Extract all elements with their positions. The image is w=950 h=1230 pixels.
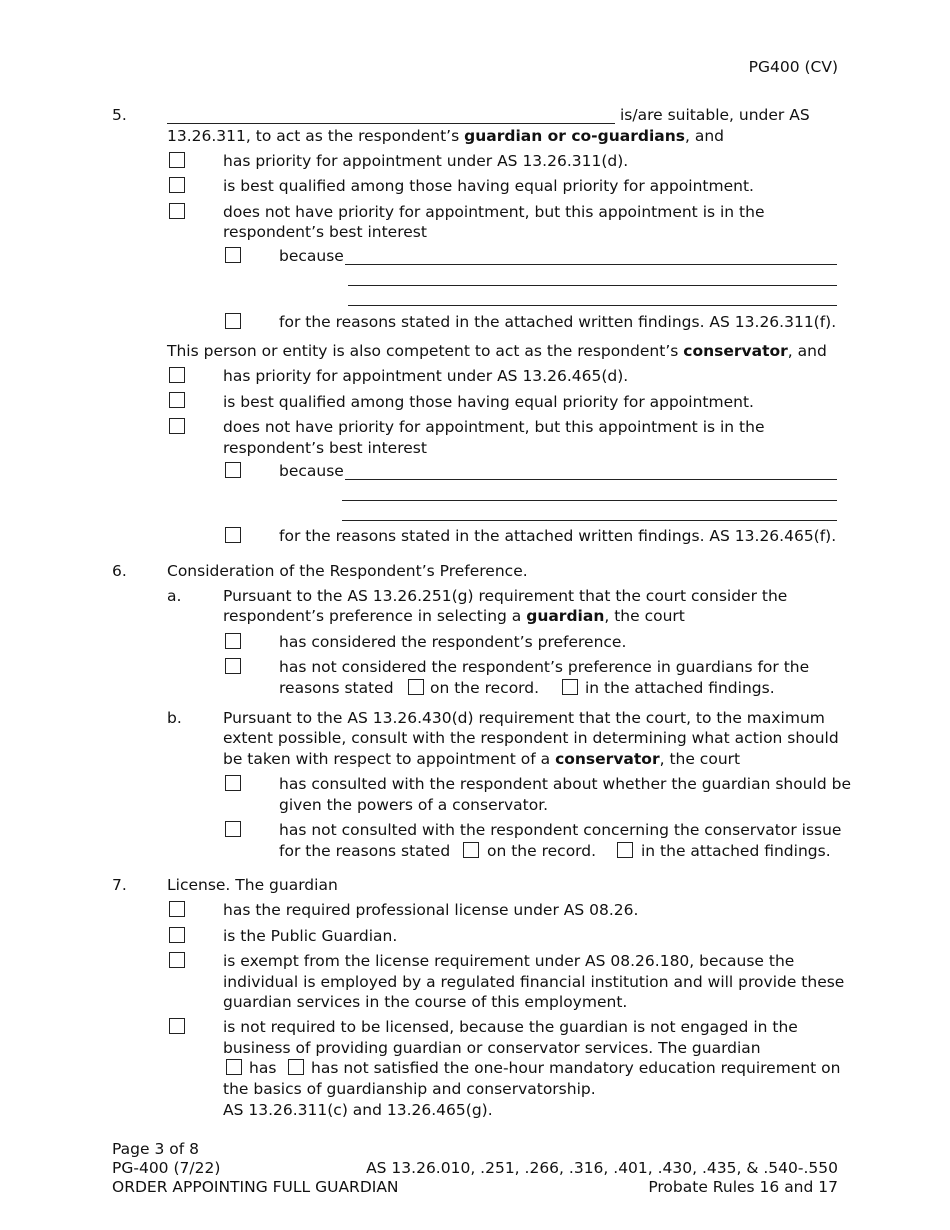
s6b-consulted-label-2: given the powers of a conservator.: [279, 796, 549, 814]
s5-no-priority-label-2: respondent’s best interest: [223, 223, 427, 241]
s5-because-line-2[interactable]: [348, 285, 837, 286]
s6a-considered-label: has considered the respondent’s preference.: [279, 633, 627, 651]
s5-cons-because-line-2[interactable]: [342, 500, 837, 501]
footer-form-title: ORDER APPOINTING FULL GUARDIAN: [112, 1178, 399, 1196]
s6a-line-2: respondent’s preference in selecting a guardian, the court: [223, 607, 685, 625]
s7-license-checkbox[interactable]: [169, 901, 185, 917]
s5-intro-tail: is/are suitable, under AS: [620, 106, 810, 124]
s6a-not-considered-label-1: has not considered the respondent’s preference in guardians for the: [279, 658, 810, 676]
s6b-consulted-label-1: has consulted with the respondent about whether the guardian should be: [279, 775, 852, 793]
s5-cons-no-priority-label-2: respondent’s best interest: [223, 439, 427, 457]
s5-cons-reasons-label: for the reasons stated in the attached written findings. AS 13.26.465(f).: [279, 527, 837, 545]
section-5-number: 5.: [112, 106, 127, 124]
s6b-not-consulted-label-2: for the reasons stated: [279, 842, 451, 860]
s6a-line-1: Pursuant to the AS 13.26.251(g) requirement that the court consider the: [223, 587, 788, 605]
s6b-line-1: Pursuant to the AS 13.26.430(d) requirement that the court, to the maximum: [223, 709, 825, 727]
section-7-title: License. The guardian: [167, 876, 338, 894]
s6a-attached-label: in the attached findings.: [585, 679, 775, 697]
s5-because-line-1[interactable]: [345, 264, 837, 265]
form-code: PG400 (CV): [748, 58, 838, 76]
s6b-not-consulted-label-1: has not consulted with the respondent concerning the conservator issue: [279, 821, 842, 839]
s6b-line-2: extent possible, consult with the respondent in determining what action should: [223, 729, 839, 747]
s7-exempt-label-2: individual is employed by a regulated financial institution and will provide these: [223, 973, 845, 991]
s5-no-priority-label-1: does not have priority for appointment, but this appointment is in the: [223, 203, 765, 221]
s6b-consulted-checkbox[interactable]: [225, 775, 241, 791]
s6a-not-considered-label-2: reasons stated: [279, 679, 394, 697]
s7-not-required-label-2: business of providing guardian or conservator services. The guardian: [223, 1039, 761, 1057]
s5-cons-best-checkbox[interactable]: [169, 392, 185, 408]
s5-conservator-intro: This person or entity is also competent to act as the respondent’s conservator, and: [167, 342, 827, 360]
footer-rules: Probate Rules 16 and 17: [648, 1178, 838, 1196]
s6b-attached-label: in the attached findings.: [641, 842, 831, 860]
s5-cons-because-line-3[interactable]: [342, 520, 837, 521]
section-6-number: 6.: [112, 562, 127, 580]
section-6-title: Consideration of the Respondent’s Preference.: [167, 562, 528, 580]
s6a-on-record-checkbox[interactable]: [408, 679, 424, 695]
s5-priority-label: has priority for appointment under AS 13.26.311(d).: [223, 152, 629, 170]
s7-has-label: has: [249, 1059, 277, 1077]
s6a-considered-checkbox[interactable]: [225, 633, 241, 649]
s7-license-label: has the required professional license under AS 08.26.: [223, 901, 639, 919]
s7-exempt-checkbox[interactable]: [169, 952, 185, 968]
s6a-label: a.: [167, 587, 182, 605]
s7-public-guardian-checkbox[interactable]: [169, 927, 185, 943]
s7-exempt-label-3: guardian services in the course of this employment.: [223, 993, 628, 1011]
s6b-not-consulted-checkbox[interactable]: [225, 821, 241, 837]
s7-has-not-checkbox[interactable]: [288, 1059, 304, 1075]
s7-not-required-label-5: AS 13.26.311(c) and 13.26.465(g).: [223, 1101, 493, 1119]
s7-has-not-label: has not satisfied the one-hour mandatory education requirement on: [311, 1059, 841, 1077]
s5-best-qualified-label: is best qualified among those having equal priority for appointment.: [223, 177, 754, 195]
s5-cons-no-priority-label-1: does not have priority for appointment, but this appointment is in the: [223, 418, 765, 436]
s5-because-line-3[interactable]: [348, 305, 837, 306]
s5-reasons-label: for the reasons stated in the attached written findings. AS 13.26.311(f).: [279, 313, 837, 331]
s7-public-guardian-label: is the Public Guardian.: [223, 927, 398, 945]
s5-reasons-checkbox[interactable]: [225, 313, 241, 329]
s5-priority-checkbox[interactable]: [169, 152, 185, 168]
section-7-number: 7.: [112, 876, 127, 894]
s6b-line-3: be taken with respect to appointment of a conservator, the court: [223, 750, 741, 768]
s5-cons-priority-checkbox[interactable]: [169, 367, 185, 383]
s5-cons-because-line-1[interactable]: [345, 479, 837, 480]
s7-has-checkbox[interactable]: [226, 1059, 242, 1075]
s5-cons-because-checkbox[interactable]: [225, 462, 241, 478]
s5-intro-line2: 13.26.311, to act as the respondent’s guardian or co-guardians, and: [167, 127, 724, 145]
s5-because-label: because: [279, 247, 344, 265]
s5-cons-priority-label: has priority for appointment under AS 13.26.465(d).: [223, 367, 629, 385]
s6b-on-record-label: on the record.: [487, 842, 597, 860]
footer-page-number: Page 3 of 8: [112, 1140, 199, 1158]
s5-cons-no-priority-checkbox[interactable]: [169, 418, 185, 434]
s5-cons-best-label: is best qualified among those having equal priority for appointment.: [223, 393, 754, 411]
s5-cons-reasons-checkbox[interactable]: [225, 527, 241, 543]
s5-because-checkbox[interactable]: [225, 247, 241, 263]
s5-best-qualified-checkbox[interactable]: [169, 177, 185, 193]
s7-not-required-label-1: is not required to be licensed, because the guardian is not engaged in the: [223, 1018, 798, 1036]
guardian-name-line[interactable]: [167, 123, 615, 124]
s7-not-required-checkbox[interactable]: [169, 1018, 185, 1034]
s7-not-required-label-4: the basics of guardianship and conservatorship.: [223, 1080, 596, 1098]
footer-statutes: AS 13.26.010, .251, .266, .316, .401, .430, .435, & .540-.550: [366, 1159, 838, 1177]
s6b-attached-checkbox[interactable]: [617, 842, 633, 858]
s7-exempt-label-1: is exempt from the license requirement under AS 08.26.180, because the: [223, 952, 795, 970]
s5-no-priority-checkbox[interactable]: [169, 203, 185, 219]
s6b-on-record-checkbox[interactable]: [463, 842, 479, 858]
s5-cons-because-label: because: [279, 462, 344, 480]
s6a-attached-checkbox[interactable]: [562, 679, 578, 695]
s6a-on-record-label: on the record.: [430, 679, 540, 697]
footer-form-code: PG-400 (7/22): [112, 1159, 221, 1177]
s6a-not-considered-checkbox[interactable]: [225, 658, 241, 674]
s6b-label: b.: [167, 709, 182, 727]
